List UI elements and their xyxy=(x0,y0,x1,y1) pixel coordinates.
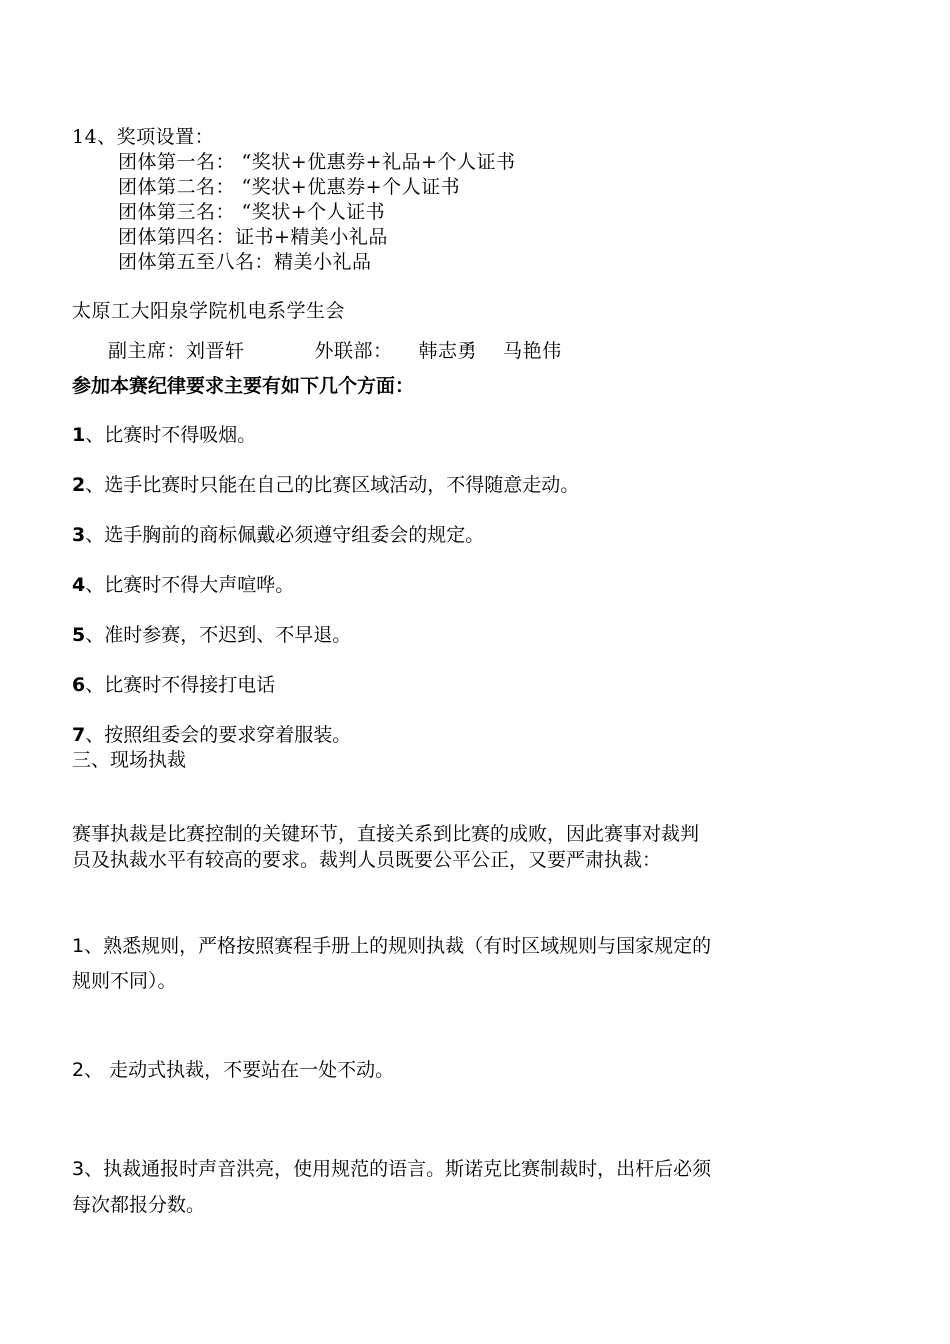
liaison-label: 外联部： xyxy=(314,340,393,362)
item-text: 、比赛时不得大声喧哗。 xyxy=(85,574,295,596)
discipline-item xyxy=(72,576,294,595)
rule-text: 、 走动式执裁，不要站在一处不动。 xyxy=(84,1059,395,1081)
discipline-item xyxy=(72,726,351,745)
rule-text: 、熟悉规则，严格按照赛程手册上的规则执裁（有时区域规则与国家规定的 xyxy=(84,935,712,957)
award-item: 团体第一名： “奖状+优惠券+礼品+个人证书 xyxy=(118,151,516,173)
item-text: 、选手胸前的商标佩戴必须遵守组委会的规定。 xyxy=(85,524,485,546)
item-number: 2 xyxy=(72,474,86,496)
rule-text: 、执裁通报时声音洪亮，使用规范的语言。斯诺克比赛制裁时，出杆后必须 xyxy=(84,1158,712,1180)
item-text: 、比赛时不得接打电话 xyxy=(85,674,276,696)
rule-continuation: 规则不同）。 xyxy=(72,970,177,992)
discipline-item xyxy=(72,526,484,545)
rule-number: 2 xyxy=(72,1059,85,1081)
item-text: 、按照组委会的要求穿着服装。 xyxy=(85,724,352,746)
award-item: 团体第三名： “奖状+个人证书 xyxy=(118,201,386,223)
award-item: 团体第五至八名：精美小礼品 xyxy=(118,251,372,273)
item-text: 、选手比赛时只能在自己的比赛区域活动，不得随意走动。 xyxy=(85,474,580,496)
organizer-contacts xyxy=(108,342,562,361)
intro-line: 员及执裁水平有较高的要求。裁判人员既要公平公正，又要严肃执裁： xyxy=(72,849,662,871)
item-number: 3 xyxy=(72,524,86,546)
liaison-name: 韩志勇 xyxy=(418,340,478,362)
rule-number: 1 xyxy=(72,935,85,957)
item-number: 5 xyxy=(72,624,86,646)
discipline-item xyxy=(72,676,275,695)
item-number: 6 xyxy=(72,674,86,696)
discipline-heading: 参加本赛纪律要求主要有如下几个方面： xyxy=(72,375,415,397)
item-text: 、比赛时不得吸烟。 xyxy=(85,424,257,446)
awards-heading: 14、奖项设置： xyxy=(72,126,215,148)
award-item: 团体第四名：证书+精美小礼品 xyxy=(118,226,388,248)
discipline-item xyxy=(72,476,579,495)
liaison-name: 马艳伟 xyxy=(503,340,562,362)
item-text: 、准时参赛，不迟到、不早退。 xyxy=(85,624,352,646)
rule-continuation: 每次都报分数。 xyxy=(72,1194,206,1216)
rule-item xyxy=(72,1160,711,1179)
discipline-item xyxy=(72,626,351,645)
section-title: 三、现场执裁 xyxy=(72,749,187,771)
intro-line: 赛事执裁是比赛控制的关键环节，直接关系到比赛的成败，因此赛事对裁判 xyxy=(72,823,700,845)
item-number: 1 xyxy=(72,424,86,446)
organizer-name: 太原工大阳泉学院机电系学生会 xyxy=(72,300,346,322)
vice-chair-label: 副主席： xyxy=(108,340,187,362)
award-item: 团体第二名： “奖状+优惠券+个人证书 xyxy=(118,176,461,198)
rule-item xyxy=(72,937,711,956)
rule-item xyxy=(72,1061,394,1080)
rule-number: 3 xyxy=(72,1158,85,1180)
item-number: 4 xyxy=(72,574,86,596)
item-number: 7 xyxy=(72,724,86,746)
discipline-item xyxy=(72,426,256,445)
vice-chair-name: 刘晋轩 xyxy=(186,340,245,362)
